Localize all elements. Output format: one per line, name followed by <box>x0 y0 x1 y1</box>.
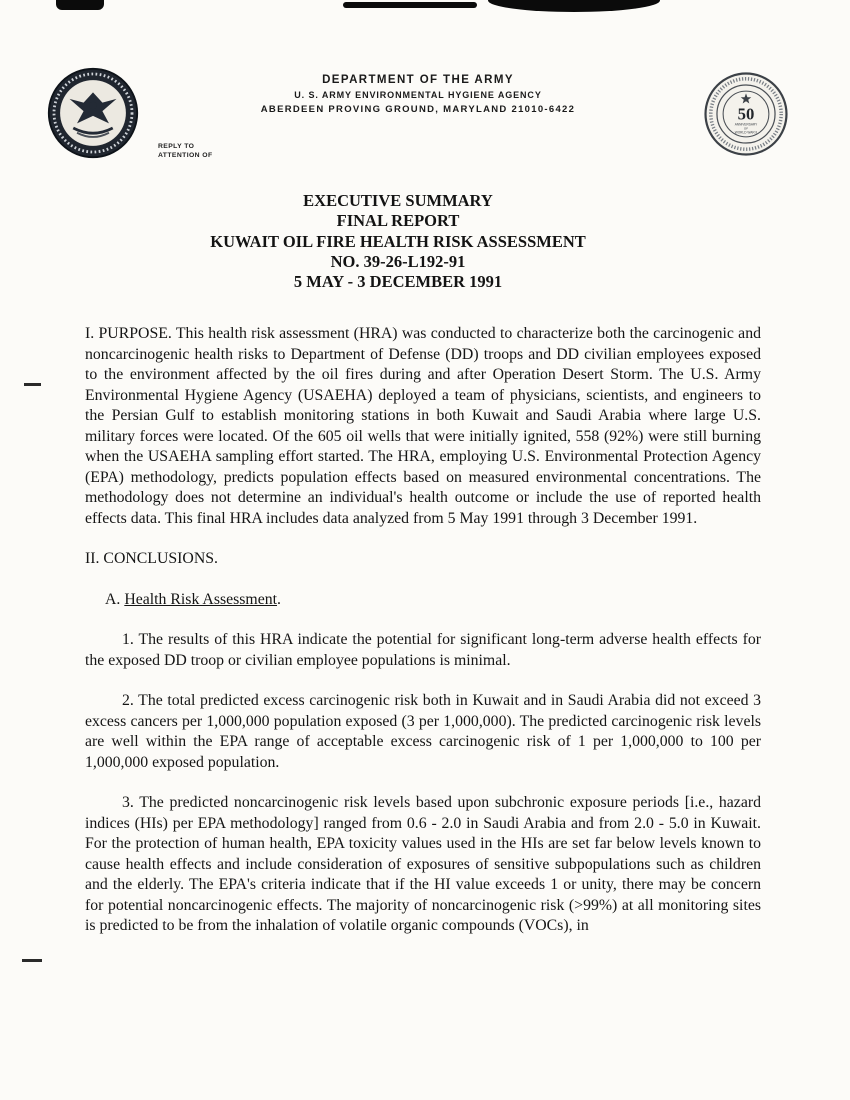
conclusions-heading: II. CONCLUSIONS. <box>85 550 218 567</box>
section-a-prefix: A. <box>105 590 125 608</box>
letterhead <box>168 74 668 115</box>
seal-number: 50 <box>737 104 755 124</box>
doc-title-line1: EXECUTIVE SUMMARY <box>303 191 493 210</box>
margin-mark <box>24 383 41 386</box>
seal-caption-bottom: WORLD WAR II <box>734 130 758 135</box>
reply-to-block <box>158 143 213 160</box>
scan-artifact <box>343 2 477 8</box>
conclusion-item-2: 2. The total predicted excess carcinogenic risk both in Kuwait and in Saudi Arabia did not exceed 3 excess cancers per 1,000,000 population exposed (3 per 1,000,000). The predicted carcinogenic risk levels are well within the EPA range of acceptable excess carcinogenic risk of 1 per 1,000,000 to 100 per 1,000,000 exposed population. <box>85 692 761 771</box>
doc-title-line2: FINAL REPORT <box>336 211 460 231</box>
department-title: DEPARTMENT OF THE ARMY <box>322 74 514 86</box>
scan-artifact <box>56 0 104 10</box>
agency-address: ABERDEEN PROVING GROUND, MARYLAND 21010-6422 <box>260 104 576 115</box>
wwii-50th-anniversary-seal-icon <box>702 70 790 158</box>
report-dates: 5 MAY - 3 DECEMBER 1991 <box>293 272 503 292</box>
section-a-title: Health Risk Assessment <box>124 590 278 608</box>
section-a-suffix: . <box>277 590 281 608</box>
report-number: NO. 39-26-L192-91 <box>330 251 466 271</box>
dod-seal-icon <box>46 66 140 160</box>
doc-title-line3: KUWAIT OIL FIRE HEALTH RISK ASSESSMENT <box>210 231 586 251</box>
seal-caption-mid: OF <box>743 126 749 131</box>
margin-mark <box>22 959 42 962</box>
scan-artifact <box>488 0 660 12</box>
agency-name: U. S. ARMY ENVIRONMENTAL HYGIENE AGENCY <box>294 90 542 100</box>
conclusion-item-1: 1. The results of this HRA indicate the potential for significant long-term adverse health effects for the exposed DD troop or civilian employee populations is minimal. <box>85 631 761 669</box>
seal-caption-top: ANNIVERSARY <box>734 122 758 127</box>
section-a-heading <box>85 590 761 611</box>
purpose-paragraph: I. PURPOSE. This health risk assessment (HRA) was conducted to characterize both the carcinogenic and noncarcinogenic health risks to Department of Defense (DD) troops and DD civilian employees exposed to the environment affected by the oil fires during and after Operation Desert Storm. The U.S. Army Environmental Hygiene Agency (USAEHA) deployed a team of physicians, scientists, and engineers to the Persian Gulf to establish monitoring stations in both Kuwait and Saudi Arabia where large U.S. military forces were located. Of the 605 oil wells that were initially ignited, 558 (92%) were still burning when the USAEHA sampling effort started. The HRA, employing U.S. Environmental Protection Agency (EPA) methodology, predicts population effects based on measured environmental concentrations. The methodology does not determine an individual's health outcome or include the use of reported health effects data. This final HRA includes data analyzed from 5 May 1991 through 3 December 1991. <box>85 325 761 527</box>
reply-to-line2: ATTENTION OF <box>158 151 213 159</box>
conclusion-item-3: 3. The predicted noncarcinogenic risk levels based upon subchronic exposure periods [i.e., hazard indices (HIs) per EPA methodology] ranged from 0.6 - 2.0 in Saudi Arabia and from 2.0 - 5.0 in Kuwait. For the protection of human health, EPA toxicity values used in the HIs are set far below levels known to cause health effects and include consideration of exposures of sensitive subpopulations such as children and the elderly. The EPA's criteria indicate that if the HI value exceeds 1 or unity, there may be concern for potential noncarcinogenic effects. The majority of noncarcinogenic risk (>99%) at all monitoring sites is predicted to be from the inhalation of volatile organic compounds (VOCs), in <box>85 794 761 934</box>
reply-to-line1: REPLY TO <box>158 143 195 150</box>
title-block <box>60 191 736 292</box>
document-body <box>85 324 761 957</box>
